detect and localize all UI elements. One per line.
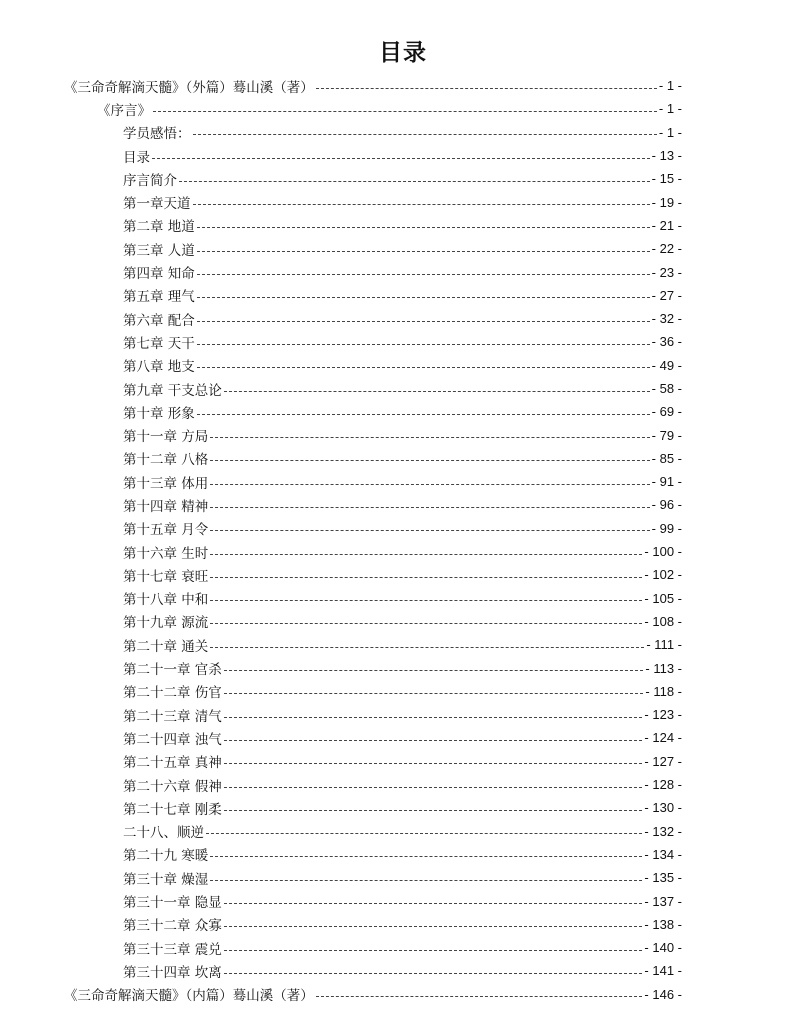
toc-entry-label: 第十八章 中和 bbox=[123, 592, 209, 609]
table-of-contents bbox=[0, 74, 806, 1006]
toc-entry-label: 第十七章 衰旺 bbox=[123, 568, 209, 585]
toc-entry[interactable] bbox=[0, 656, 806, 679]
toc-entry-page-number: - 134 - bbox=[644, 846, 682, 862]
toc-entry-page-number: - 138 - bbox=[644, 916, 682, 932]
toc-entry[interactable] bbox=[0, 563, 806, 586]
toc-leader-dots bbox=[224, 972, 643, 974]
toc-entry[interactable] bbox=[0, 913, 806, 936]
toc-entry[interactable] bbox=[0, 377, 806, 400]
toc-entry-label: 序言简介 bbox=[123, 172, 177, 189]
toc-leader-dots bbox=[210, 459, 649, 461]
toc-entry[interactable] bbox=[0, 680, 806, 703]
toc-entry-page-number: - 23 - bbox=[651, 264, 682, 280]
toc-entry[interactable] bbox=[0, 167, 806, 190]
toc-entry-page-number: - 105 - bbox=[644, 590, 682, 606]
toc-entry[interactable] bbox=[0, 843, 806, 866]
toc-entry-page-number: - 108 - bbox=[644, 613, 682, 629]
toc-entry-label: 第三十二章 众寡 bbox=[123, 918, 222, 935]
toc-leader-dots bbox=[210, 529, 649, 531]
toc-entry[interactable] bbox=[0, 330, 806, 353]
toc-entry-label: 第五章 理气 bbox=[123, 289, 195, 306]
toc-entry[interactable] bbox=[0, 959, 806, 982]
toc-entry-label: 《三命奇解滴天髓》（外篇）蓦山溪（著） bbox=[64, 79, 314, 96]
page-title: 目录 bbox=[379, 40, 427, 66]
toc-entry[interactable] bbox=[0, 773, 806, 796]
toc-entry-page-number: - 32 - bbox=[651, 311, 682, 327]
toc-entry-page-number: - 96 - bbox=[651, 497, 682, 513]
toc-entry[interactable] bbox=[0, 587, 806, 610]
toc-leader-dots bbox=[224, 902, 643, 904]
toc-entry-label: 第十一章 方局 bbox=[123, 429, 209, 446]
toc-entry-label: 第二章 地道 bbox=[123, 219, 195, 236]
toc-entry-label: 第十三章 体用 bbox=[123, 475, 209, 492]
toc-leader-dots bbox=[224, 669, 644, 671]
toc-entry-label: 第八章 地支 bbox=[123, 359, 195, 376]
toc-entry[interactable] bbox=[0, 400, 806, 423]
toc-leader-dots bbox=[224, 762, 643, 764]
toc-entry-page-number: - 79 - bbox=[651, 427, 682, 443]
toc-leader-dots bbox=[224, 390, 650, 392]
toc-entry-label: 目录 bbox=[123, 149, 150, 166]
toc-entry-page-number: - 123 - bbox=[644, 707, 682, 723]
toc-leader-dots bbox=[193, 133, 657, 135]
toc-entry-page-number: - 27 - bbox=[651, 287, 682, 303]
toc-leader-dots bbox=[224, 786, 643, 788]
toc-leader-dots bbox=[197, 343, 650, 345]
toc-leader-dots bbox=[224, 692, 644, 694]
toc-entry[interactable] bbox=[0, 260, 806, 283]
toc-leader-dots bbox=[193, 203, 650, 205]
toc-entry-page-number: - 1 - bbox=[658, 124, 682, 140]
toc-entry-page-number: - 58 - bbox=[651, 381, 682, 396]
toc-leader-dots bbox=[152, 157, 650, 159]
toc-entry-label: 第十二章 八格 bbox=[123, 452, 209, 469]
toc-entry-page-number: - 111 - bbox=[646, 637, 682, 653]
toc-entry-page-number: - 36 - bbox=[651, 334, 682, 350]
toc-entry-label: 第二十四章 浊气 bbox=[123, 731, 222, 748]
toc-leader-dots bbox=[210, 879, 642, 881]
toc-entry-label: 第二十一章 官杀 bbox=[123, 662, 222, 679]
toc-entry-page-number: - 49 - bbox=[651, 357, 682, 373]
toc-entry[interactable] bbox=[0, 820, 806, 843]
toc-entry-page-number: - 13 - bbox=[651, 148, 682, 164]
toc-entry[interactable] bbox=[0, 284, 806, 307]
toc-entry-label: 第二十七章 刚柔 bbox=[123, 801, 222, 818]
toc-leader-dots bbox=[179, 180, 650, 182]
toc-entry-page-number: - 1 - bbox=[658, 101, 682, 117]
toc-entry-label: 第十五章 月令 bbox=[123, 522, 209, 539]
toc-leader-dots bbox=[197, 250, 650, 252]
toc-entry-page-number: - 22 - bbox=[651, 241, 682, 257]
toc-entry-page-number: - 15 - bbox=[651, 171, 682, 187]
toc-entry[interactable] bbox=[0, 97, 806, 120]
toc-entry-label: 第二十九 寒暖 bbox=[123, 848, 209, 865]
toc-entry-page-number: - 130 - bbox=[644, 800, 682, 816]
toc-leader-dots bbox=[197, 273, 650, 275]
toc-entry[interactable] bbox=[0, 493, 806, 516]
toc-entry[interactable] bbox=[0, 610, 806, 633]
toc-entry-label: 学员感悟： bbox=[123, 126, 191, 143]
toc-entry-label: 第三十四章 坎离 bbox=[123, 964, 222, 981]
toc-leader-dots bbox=[316, 995, 643, 997]
toc-entry[interactable] bbox=[0, 796, 806, 819]
toc-entry[interactable] bbox=[0, 144, 806, 167]
toc-entry-label: 《序言》 bbox=[97, 102, 151, 119]
toc-entry[interactable] bbox=[0, 889, 806, 912]
toc-leader-dots bbox=[224, 739, 643, 741]
toc-entry-page-number: - 124 - bbox=[644, 730, 682, 746]
toc-entry-page-number: - 102 - bbox=[644, 567, 682, 583]
toc-entry-label: 第三十章 燥湿 bbox=[123, 871, 209, 888]
toc-entry[interactable] bbox=[0, 307, 806, 330]
toc-leader-dots bbox=[210, 576, 642, 578]
toc-entry[interactable] bbox=[0, 470, 806, 493]
toc-entry-label: 第七章 天干 bbox=[123, 335, 195, 352]
toc-leader-dots bbox=[210, 436, 649, 438]
toc-entry-page-number: - 127 - bbox=[644, 753, 682, 769]
toc-entry-label: 第九章 干支总论 bbox=[123, 382, 222, 399]
toc-entry[interactable] bbox=[0, 74, 806, 97]
toc-leader-dots bbox=[210, 855, 642, 857]
toc-entry-label: 第三十三章 震兑 bbox=[123, 941, 222, 958]
toc-entry-page-number: - 118 - bbox=[645, 683, 682, 699]
toc-leader-dots bbox=[224, 716, 643, 718]
toc-leader-dots bbox=[210, 646, 644, 648]
toc-leader-dots bbox=[153, 110, 657, 112]
toc-entry[interactable] bbox=[0, 423, 806, 446]
toc-entry-label: 第十章 形象 bbox=[123, 405, 195, 422]
toc-leader-dots bbox=[197, 320, 650, 322]
toc-leader-dots bbox=[197, 226, 650, 228]
toc-leader-dots bbox=[206, 832, 642, 834]
toc-entry[interactable] bbox=[0, 726, 806, 749]
toc-entry-label: 二十八、顺逆 bbox=[123, 825, 204, 842]
toc-entry-page-number: - 85 - bbox=[651, 450, 682, 466]
toc-leader-dots bbox=[224, 925, 643, 927]
toc-entry-label: 第三章 人道 bbox=[123, 242, 195, 259]
toc-entry-label: 第三十一章 隐显 bbox=[123, 895, 222, 912]
toc-leader-dots bbox=[224, 809, 643, 811]
toc-entry-label: 第二十五章 真神 bbox=[123, 755, 222, 772]
toc-entry-page-number: - 21 - bbox=[651, 217, 682, 233]
toc-leader-dots bbox=[210, 622, 642, 624]
toc-entry[interactable] bbox=[0, 750, 806, 773]
toc-leader-dots bbox=[210, 483, 649, 485]
toc-entry[interactable] bbox=[0, 983, 806, 1006]
toc-leader-dots bbox=[224, 949, 643, 951]
toc-entry-page-number: - 146 - bbox=[644, 986, 682, 1002]
toc-entry[interactable] bbox=[0, 237, 806, 260]
toc-leader-dots bbox=[316, 87, 657, 89]
toc-entry[interactable] bbox=[0, 866, 806, 889]
toc-entry-label: 第六章 配合 bbox=[123, 312, 195, 329]
toc-entry[interactable] bbox=[0, 540, 806, 563]
toc-entry[interactable] bbox=[0, 517, 806, 540]
toc-entry-label: 《三命奇解滴天髓》（内篇）蓦山溪（著） bbox=[64, 988, 314, 1005]
toc-entry-label: 第十九章 源流 bbox=[123, 615, 209, 632]
toc-entry[interactable] bbox=[0, 214, 806, 237]
toc-entry[interactable] bbox=[0, 936, 806, 959]
toc-entry-label: 第二十章 通关 bbox=[123, 638, 209, 655]
toc-entry[interactable] bbox=[0, 633, 806, 656]
toc-entry-page-number: - 140 - bbox=[644, 940, 682, 956]
toc-leader-dots bbox=[210, 553, 642, 555]
toc-entry-page-number: - 132 - bbox=[644, 823, 682, 839]
toc-entry-page-number: - 141 - bbox=[644, 963, 682, 979]
toc-entry-page-number: - 91 - bbox=[651, 474, 682, 490]
toc-entry-label: 第一章天道 bbox=[123, 196, 191, 213]
toc-entry[interactable] bbox=[0, 190, 806, 213]
toc-entry-label: 第二十六章 假神 bbox=[123, 778, 222, 795]
toc-entry-page-number: - 137 - bbox=[644, 893, 682, 909]
toc-entry[interactable] bbox=[0, 354, 806, 377]
toc-leader-dots bbox=[210, 506, 649, 508]
toc-entry-page-number: - 1 - bbox=[658, 78, 682, 94]
toc-entry-label: 第十六章 生时 bbox=[123, 545, 209, 562]
toc-leader-dots bbox=[197, 413, 650, 415]
toc-entry-page-number: - 99 - bbox=[651, 520, 682, 536]
toc-entry-page-number: - 113 - bbox=[645, 660, 682, 676]
toc-leader-dots bbox=[197, 296, 650, 298]
toc-entry-page-number: - 19 - bbox=[651, 194, 682, 210]
toc-entry[interactable] bbox=[0, 703, 806, 726]
toc-entry-label: 第二十三章 清气 bbox=[123, 708, 222, 725]
toc-entry-page-number: - 69 - bbox=[651, 404, 682, 420]
toc-entry-page-number: - 128 - bbox=[644, 777, 682, 793]
toc-leader-dots bbox=[210, 599, 642, 601]
toc-entry-label: 第二十二章 伤官 bbox=[123, 685, 222, 702]
toc-entry[interactable] bbox=[0, 121, 806, 144]
toc-entry-page-number: - 100 - bbox=[644, 544, 682, 560]
toc-entry[interactable] bbox=[0, 447, 806, 470]
toc-entry-page-number: - 135 - bbox=[644, 870, 682, 886]
toc-leader-dots bbox=[197, 366, 650, 368]
toc-entry-label: 第四章 知命 bbox=[123, 266, 195, 283]
toc-entry-label: 第十四章 精神 bbox=[123, 498, 209, 515]
